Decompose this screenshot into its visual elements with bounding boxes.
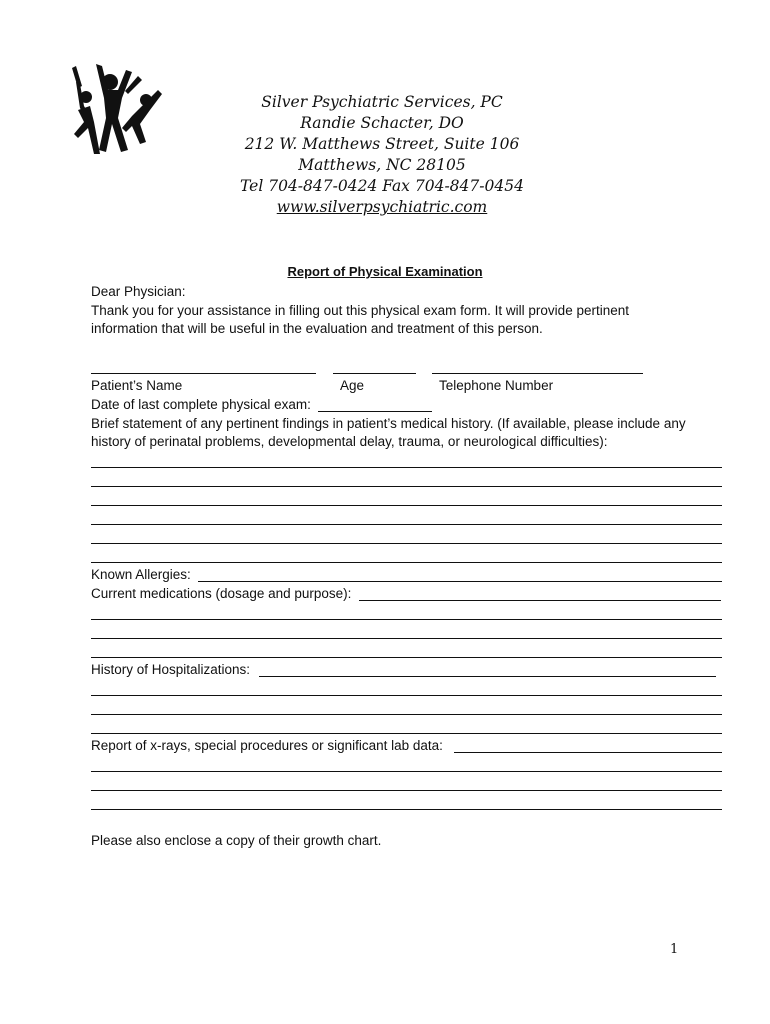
doctor-name: Randie Schacter, DO bbox=[300, 114, 464, 132]
hospitalizations-field-line[interactable] bbox=[91, 714, 722, 715]
history-field-line[interactable] bbox=[91, 562, 722, 563]
xrays-field-line[interactable] bbox=[91, 771, 722, 772]
history-field-line[interactable] bbox=[91, 505, 722, 506]
age-label: Age bbox=[340, 378, 365, 393]
history-field-line[interactable] bbox=[91, 543, 722, 544]
website-link[interactable]: www.silverpsychiatric.com bbox=[276, 198, 488, 216]
telephone-field[interactable] bbox=[432, 373, 643, 374]
hospitalizations-field-line[interactable] bbox=[91, 695, 722, 696]
hospitalizations-field-line[interactable] bbox=[91, 733, 722, 734]
medications-field-line[interactable] bbox=[91, 638, 722, 639]
practice-name: Silver Psychiatric Services, PC bbox=[261, 93, 503, 111]
hospitalizations-label: History of Hospitalizations: bbox=[91, 662, 251, 677]
xrays-field-line[interactable] bbox=[91, 790, 722, 791]
medications-field-line[interactable] bbox=[91, 619, 722, 620]
medications-field[interactable] bbox=[359, 600, 721, 601]
xrays-field-line[interactable] bbox=[91, 809, 722, 810]
history-line-1: Brief statement of any pertinent findings in patient’s medical history. (If available, please include any bbox=[91, 416, 686, 431]
history-line-2: history of perinatal problems, developmental delay, trauma, or neurological difficulties): bbox=[91, 434, 608, 449]
age-field[interactable] bbox=[333, 373, 416, 374]
allergies-field[interactable] bbox=[198, 581, 722, 582]
hospitalizations-field[interactable] bbox=[259, 676, 716, 677]
last-exam-field[interactable] bbox=[318, 411, 432, 412]
history-field-line[interactable] bbox=[91, 467, 722, 468]
history-field-line[interactable] bbox=[91, 486, 722, 487]
page-number: 1 bbox=[670, 942, 679, 957]
closing-note: Please also enclose a copy of their growth chart. bbox=[91, 833, 382, 848]
street-address: 212 W. Matthews Street, Suite 106 bbox=[244, 135, 520, 153]
xrays-label: Report of x-rays, special procedures or significant lab data: bbox=[91, 738, 443, 753]
greeting: Dear Physician: bbox=[91, 284, 186, 299]
allergies-label: Known Allergies: bbox=[91, 567, 191, 582]
letterhead bbox=[232, 92, 532, 218]
form-title: Report of Physical Examination bbox=[287, 264, 483, 279]
medications-field-line[interactable] bbox=[91, 657, 722, 658]
telephone-label: Telephone Number bbox=[439, 378, 554, 393]
medications-label: Current medications (dosage and purpose): bbox=[91, 586, 352, 601]
phone-fax: Tel 704-847-0424 Fax 704-847-0454 bbox=[240, 177, 524, 195]
last-exam-label: Date of last complete physical exam: bbox=[91, 397, 311, 412]
intro-line-2: information that will be useful in the evaluation and treatment of this person. bbox=[91, 321, 543, 336]
people-silhouettes-logo-icon bbox=[70, 62, 162, 158]
xrays-field[interactable] bbox=[454, 752, 722, 753]
intro-line-1: Thank you for your assistance in filling out this physical exam form. It will provide pertinent bbox=[91, 303, 629, 318]
history-field-line[interactable] bbox=[91, 524, 722, 525]
city-state-zip: Matthews, NC 28105 bbox=[298, 156, 466, 174]
patient-name-field[interactable] bbox=[91, 373, 316, 374]
patient-name-label: Patient’s Name bbox=[91, 378, 183, 393]
